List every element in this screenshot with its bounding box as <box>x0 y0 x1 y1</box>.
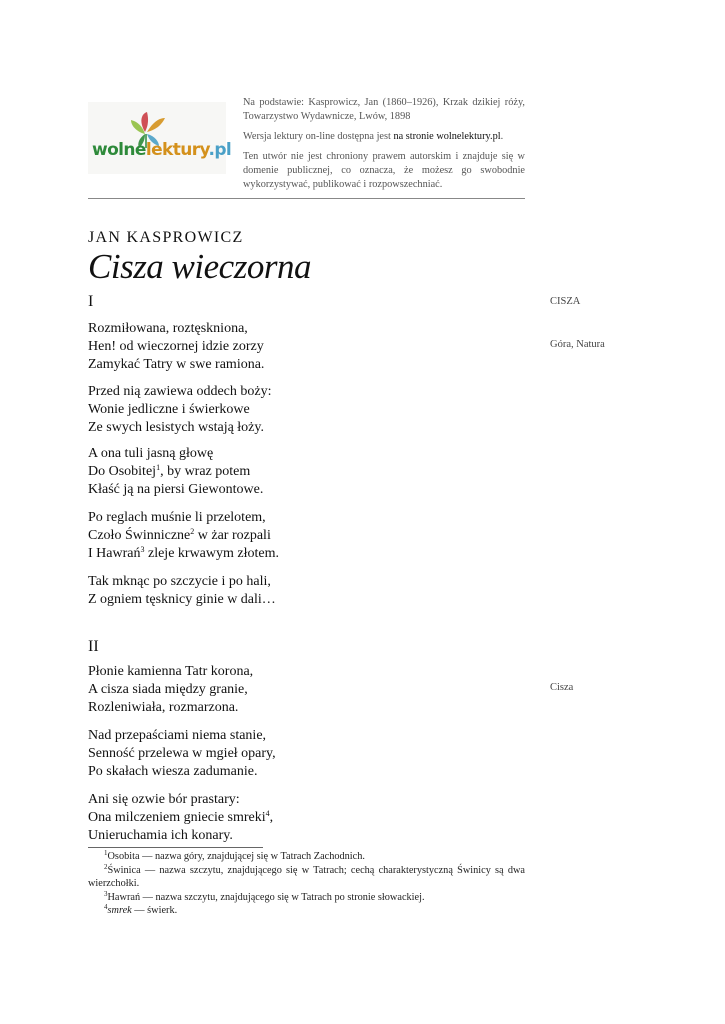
verse-line: Tak mknąc po szczycie i po hali, <box>88 574 271 589</box>
verse-line: Rozleniwiała, rozmarzona. <box>88 700 239 715</box>
footnote-ref[interactable]: 4 <box>265 809 270 818</box>
footnote <box>88 891 525 905</box>
stanza <box>88 320 264 374</box>
verse-text: Do Osobitej <box>88 464 157 479</box>
footnote-number: 4 <box>104 903 108 911</box>
verse-text: zleje krwawym złotem. <box>144 546 279 561</box>
verse-line: Rozmiłowana, roztęskniona, <box>88 321 248 336</box>
footnote-ref[interactable]: 1 <box>156 463 161 472</box>
footnote-term: smrek <box>107 905 132 916</box>
source-info: Na podstawie: Kasprowicz, Jan (1860–1926), Krzak dzikiej róży, Towarzystwo Wydawnicze, Lwów, 1898 <box>243 97 525 122</box>
verse-line: Senność przelewa w mgieł opary, <box>88 746 276 761</box>
stanza <box>88 383 271 437</box>
part-number: II <box>88 638 99 655</box>
footnote-text: Hawrań — nazwa szczytu, znajdującego się w Tatrach po stronie słowackiej. <box>107 891 425 903</box>
verse-line: Nad przepaściami niema stanie, <box>88 728 267 743</box>
verse-text: w żar rozpali <box>194 528 271 543</box>
footnote <box>88 904 525 918</box>
online-prefix: Wersja lektury on-line dostępna jest <box>243 131 394 142</box>
online-suffix: . <box>500 131 504 142</box>
verse-text: , <box>269 810 274 825</box>
verse-line <box>88 527 279 545</box>
stanza <box>88 727 276 781</box>
footnote-text: — świerk. <box>131 905 178 916</box>
stanza <box>88 791 273 845</box>
logo-pl: .pl <box>208 140 232 160</box>
margin-note-theme: Cisza <box>550 682 574 693</box>
margin-note-theme: CISZA <box>550 296 581 307</box>
flower-icon <box>88 102 226 174</box>
footnote-ref[interactable]: 3 <box>140 545 145 554</box>
margin-note-theme: Góra, Natura <box>550 339 605 350</box>
verse-line: Kłaść ją na piersi Giewontowe. <box>88 482 264 497</box>
stanza <box>88 445 263 499</box>
verse-text: , by wraz potem <box>160 464 251 479</box>
verse-line <box>88 463 263 481</box>
poem-title: Cisza wieczorna <box>88 247 311 286</box>
footnote-text: Osobita — nazwa góry, znajdującej się w Tatrach Zachodnich. <box>107 851 365 862</box>
verse-line: Przed nią zawiewa oddech boży: <box>88 384 272 399</box>
footnotes <box>88 850 525 918</box>
verse-line: Hen! od wieczornej idzie zorzy <box>88 339 264 354</box>
verse-text: Czoło Świnniczne <box>88 528 191 543</box>
stanza <box>88 663 253 717</box>
verse-line: A ona tuli jasną głowę <box>88 446 214 461</box>
verse-line: Po reglach muśnie li przelotem, <box>88 510 266 525</box>
verse-line: Ze swych lesistych wstają łoży. <box>88 420 264 435</box>
logo-lektury: lektury <box>145 140 209 160</box>
footnote-number: 2 <box>104 862 108 871</box>
header-divider <box>88 198 525 199</box>
wolnelektury-logo[interactable] <box>88 102 226 174</box>
verse-line: A cisza siada między granie, <box>88 682 248 697</box>
verse-line: Zamykać Tatry w swe ramiona. <box>88 357 265 372</box>
part-number: I <box>88 293 94 310</box>
verse-text: I Hawrań <box>88 546 141 561</box>
author-name: JAN KASPROWICZ <box>88 229 244 246</box>
verse-line: Po skałach wiesza zadumanie. <box>88 764 258 779</box>
footnote-number: 1 <box>104 849 108 857</box>
verse-line: Płonie kamienna Tatr korona, <box>88 664 254 679</box>
stanza <box>88 573 276 609</box>
verse-text: Ona milczeniem gniecie smreki <box>88 810 266 825</box>
license-info: Ten utwór nie jest chroniony prawem autorskim i znajduje się w domenie publicznej, co oznacza, że możesz go swobodnie wykorzystywać, publikować i rozpowszechniać. <box>243 151 525 190</box>
document-metadata <box>243 96 525 198</box>
footnote <box>88 850 525 864</box>
verse-line: Z ogniem tęsknicy ginie w dali… <box>88 592 276 607</box>
verse-line: Unieruchamia ich konary. <box>88 828 233 843</box>
stanza <box>88 509 279 563</box>
footnote-divider <box>88 847 263 848</box>
footnote-ref[interactable]: 2 <box>190 527 195 536</box>
verse-line <box>88 809 273 827</box>
footnote-number: 3 <box>104 889 108 898</box>
verse-line: Ani się ozwie bór prastary: <box>88 792 240 807</box>
wolnelektury-link[interactable]: na stronie wolnelektury.pl <box>393 131 501 142</box>
online-version-info <box>243 130 525 144</box>
footnote-text: Świnica — nazwa szczytu, znajdującego się w Tatrach; cechą charakterystyczną Świnicy są dwa wierzchołki. <box>88 864 525 889</box>
verse-line <box>88 545 279 563</box>
logo-wordmark <box>92 140 231 160</box>
footnote <box>88 864 525 891</box>
logo-wolne: wolne <box>92 140 146 160</box>
verse-line: Wonie jedliczne i świerkowe <box>88 402 250 417</box>
